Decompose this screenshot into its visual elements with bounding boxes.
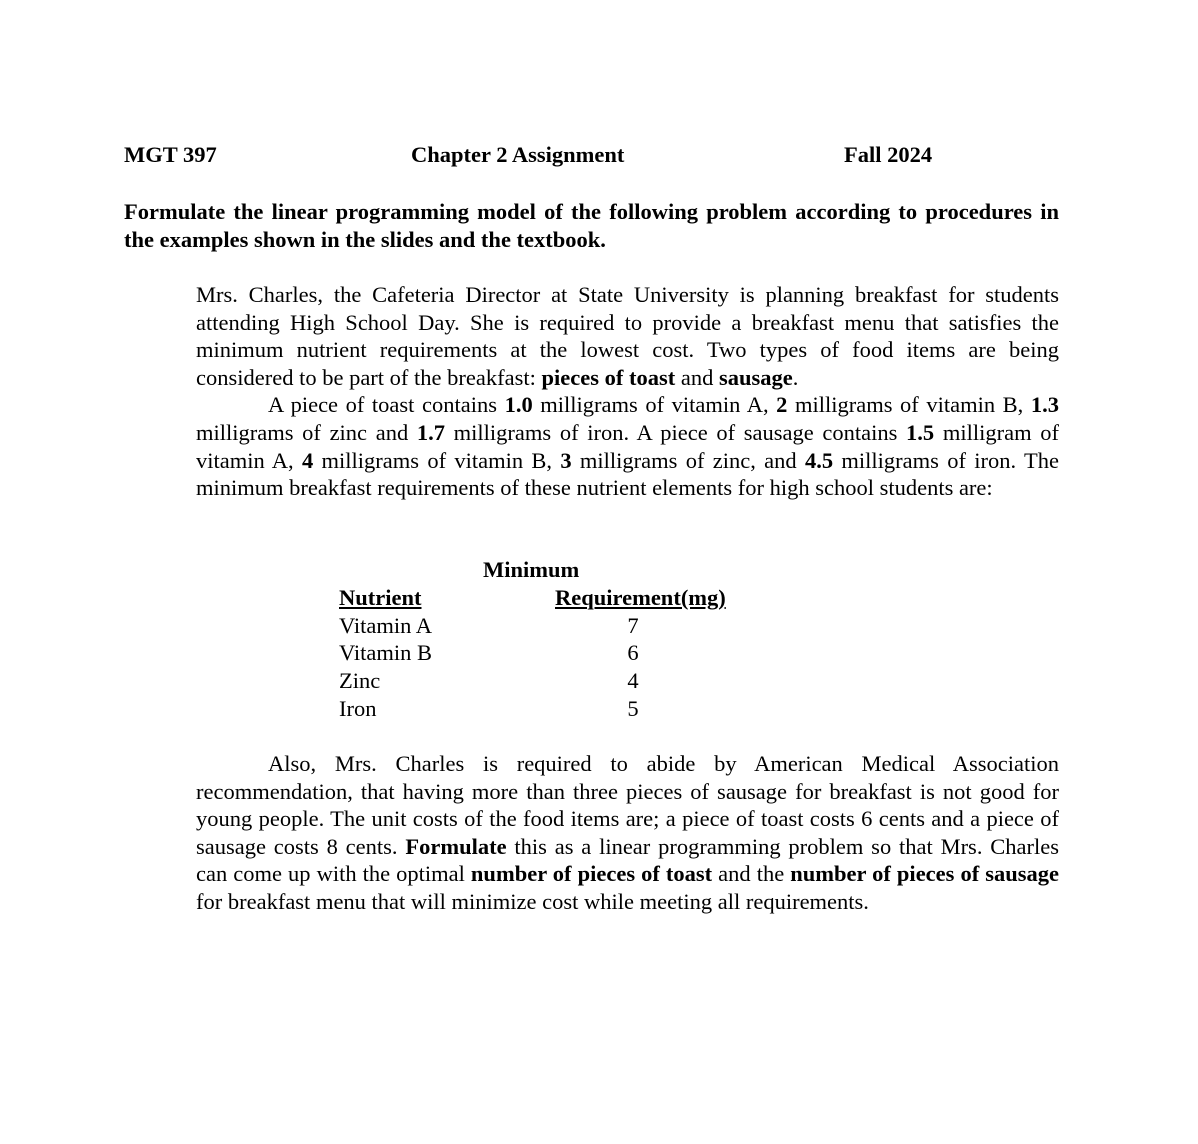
text-run: . bbox=[792, 364, 799, 390]
table-caption: Minimum bbox=[483, 557, 580, 582]
text-run: milligram of vitamin A, bbox=[196, 419, 1059, 473]
problem-paragraph-1 bbox=[196, 281, 1059, 391]
text-run: Also, Mrs. Charles is required to abide by American Medical Association recommendation, that having more than three pieces of sausage for breakfast is not good for young people. The unit costs of the food items are; a piece of toast costs 6 cents and a piece of sausage costs 8 cents. bbox=[196, 751, 1059, 859]
problem-paragraph-2 bbox=[196, 391, 1059, 501]
nutrient-name: Vitamin B bbox=[339, 640, 433, 665]
nutrient-name: Vitamin A bbox=[339, 613, 433, 638]
bold-run: 1.7 bbox=[416, 419, 445, 445]
text-run: milligrams of zinc, and bbox=[571, 447, 805, 473]
text-run: milligrams of zinc and bbox=[196, 419, 417, 445]
bold-run: Formulate bbox=[405, 833, 507, 859]
text-run: for breakfast menu that will minimize cost while meeting all requirements. bbox=[196, 888, 869, 914]
requirement-value: 6 bbox=[627, 640, 639, 665]
table-row bbox=[339, 612, 759, 640]
text-run: A piece of toast contains bbox=[268, 392, 505, 418]
text-run: Mrs. Charles, the Cafeteria Director at State University is planning breakfast for students attending High School Day. She is required to provide a breakfast menu that satisfies the minimum nutrient requirements at the lowest cost. Two types of food items are being considered to be part of the breakfast: bbox=[196, 282, 1059, 390]
bold-run: 4 bbox=[301, 447, 314, 473]
closing-paragraph bbox=[196, 750, 1059, 916]
column-header-nutrient: Nutrient bbox=[339, 585, 422, 610]
requirement-value: 4 bbox=[627, 668, 639, 693]
course-code: MGT 397 bbox=[124, 142, 217, 167]
bold-run: number of pieces of toast bbox=[470, 861, 713, 887]
text-run: milligrams of vitamin A, bbox=[532, 392, 777, 418]
text-run: this as a linear programming problem so that Mrs. Charles can come up with the optimal bbox=[196, 833, 1059, 887]
bold-run: sausage bbox=[718, 364, 793, 390]
table-row bbox=[339, 639, 759, 667]
text-run: and bbox=[675, 364, 719, 390]
instructions: Formulate the linear programming model of the following problem according to procedures in the examples shown in the slides and the textbook. bbox=[124, 199, 1059, 252]
requirements-table bbox=[339, 556, 759, 726]
text-run: milligrams of vitamin B, bbox=[313, 447, 561, 473]
problem-statement bbox=[196, 281, 1059, 502]
text-run: milligrams of iron. The minimum breakfast requirements of these nutrient elements for high school students are: bbox=[196, 447, 1060, 501]
bold-run: 1.3 bbox=[1030, 392, 1059, 418]
nutrient-name: Zinc bbox=[339, 668, 381, 693]
bold-run: number of pieces of sausage bbox=[790, 861, 1059, 887]
requirement-value: 7 bbox=[627, 613, 639, 638]
bold-run: pieces of toast bbox=[541, 364, 676, 390]
text-run: milligrams of iron. A piece of sausage contains bbox=[445, 419, 907, 445]
bold-run: 3 bbox=[560, 447, 572, 473]
bold-run: 1.5 bbox=[906, 419, 935, 445]
table-row bbox=[339, 695, 759, 723]
table-row bbox=[339, 667, 759, 695]
column-header-requirement: Requirement(mg) bbox=[555, 585, 726, 610]
document-header bbox=[124, 141, 1064, 171]
bold-run: 1.0 bbox=[504, 392, 533, 418]
requirement-value: 5 bbox=[627, 696, 639, 721]
text-run: and the bbox=[712, 861, 791, 887]
term: Fall 2024 bbox=[844, 142, 933, 167]
text-run: milligrams of vitamin B, bbox=[787, 392, 1031, 418]
bold-run: 2 bbox=[776, 392, 788, 418]
nutrient-name: Iron bbox=[339, 696, 377, 721]
bold-run: 4.5 bbox=[804, 447, 834, 473]
assignment-title: Chapter 2 Assignment bbox=[411, 142, 625, 167]
